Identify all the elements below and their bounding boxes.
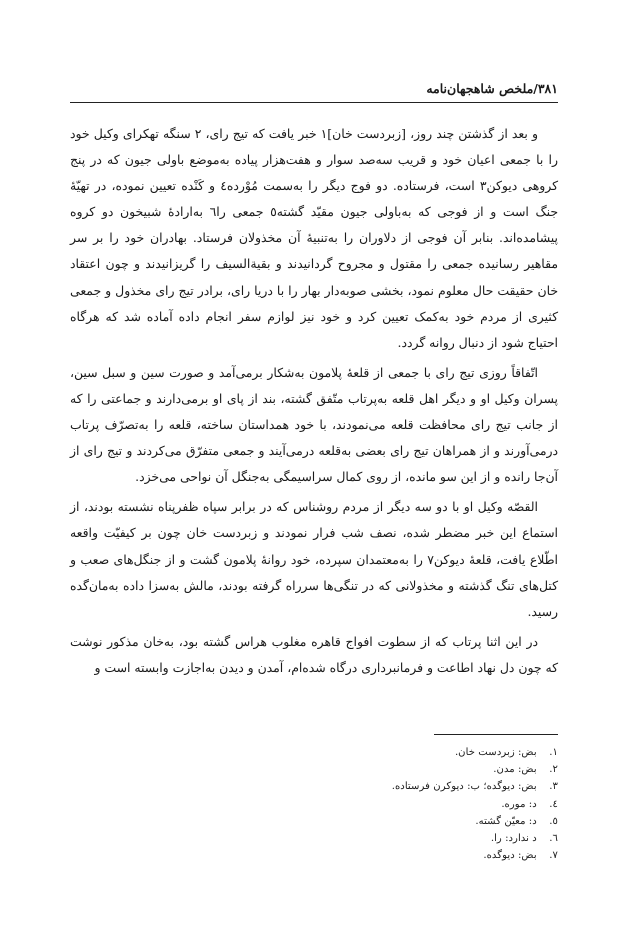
header-rule	[70, 102, 558, 103]
footnote-text: د: موره.	[501, 798, 537, 810]
footnote-text: بض: مدن.	[493, 764, 537, 776]
footnote-3	[258, 778, 558, 795]
running-header: ۳۸۱/ملخص شاهجهان‌نامه	[426, 81, 558, 96]
footnote-4	[258, 796, 558, 813]
footnote-text: بض: دیوگده.	[483, 850, 537, 862]
footnote-7	[258, 847, 558, 864]
paragraph-2: اتّفاقاً روزی تیج رای با جمعی از قلعهٔ پلامون به‌شکار برمی‌آمد و صورت سین و سبل سین، پسران وکیل او و دیگر اهل قلعه به‌پرتاب متّفق گشته، بند از پای او برمی‌دارند و جماعتی را که از جانب تیج رای محافظت قلعه می‌نمودند، با خود همداستان ساخته، قلعه را به‌تصرّف پرتاب درمی‌آورند و از همراهان تیج رای بعضی به‌قلعه درمی‌آیند و جمعی متفرّق می‌کردند و تیج رای از آن‌جا رانده و از این سو مانده، از روی کمال سراسیمگی به‌جنگل آن نواحی می‌خزد.	[70, 364, 558, 485]
paragraph-4: در این اثنا پرتاب که از سطوت افواج قاهره مغلوب هراس گشته بود، به‌خان مذکور نوشت که چون دل نهاد اطاعت و فرمانبرداری درگاه شده‌ام، آمدن و دیدن به‌اجازت وابسته است و	[70, 633, 558, 675]
footnote-6	[258, 830, 558, 847]
footnote-rule	[434, 734, 558, 735]
footnote-5	[258, 813, 558, 830]
footnote-number: ٤.	[549, 798, 558, 810]
footnote-number: ١.	[549, 747, 558, 758]
footnote-number: ٣.	[549, 781, 558, 793]
footnotes-list	[258, 744, 558, 864]
footnote-number: ٦.	[549, 833, 558, 845]
footnote-number: ٥.	[549, 815, 558, 827]
paragraph-1: و بعد از گذشتن چند روز، [زبردست خان]١ خبر یافت که تیج رای، ٢ سنگه تهکرای وکیل خود را با جمعی اعیان خود و قریب سه‌صد سوار و هفت‌هزار پیاده به‌موضع باولی جیون که در پنج کروهی دیوکن٣ است، فرستاده. دو فوج دیگر را به‌سمت مُوْرده٤ و کَنْده تعیین نموده، در تهیّهٔ جنگ است و از فوجی که به‌باولی جیون مقیّد گشته٥ جمعی را٦ به‌ارادهٔ شبیخون دو کروه پیشامده‌اند. بنابر آن فوجی از دلاوران را به‌تنبیهٔ آن مخذولان فرستاد. بهادران خود را بر سر مقاهیر رسانیده جمعی را مقتول و مجروح گردانیدند و بقیة‌السیف را گریزانیدند و چون اعتقاد خان حقیقت حال معلوم نمود، بخشی صوبه‌دار بهار را با دریا رای، برادر تیج رای مخذول و جمعی کثیری از مردم خود به‌کمک تعیین کرد و خود نیز لوازم سفر انجام داده آماده شد که هرگاه احتیاج شود از دنبال روانه گردد.	[70, 126, 558, 350]
footnote-text: د ندارد: را.	[490, 833, 537, 845]
paragraph-3: القصّه وکیل او با دو سه دیگر از مردم روشناس که در برابر سپاه ظفرپناه نشسته بودند، از استماع این خبر مضطر شده، نصف شب فرار نمودند و زبردست خان چون بر کیفیّت واقعه اطّلاع یافت، قلعهٔ دیوکن٧ را به‌معتمدان سپرده، خود روانهٔ پلامون گشت و از جنگل‌های صعب و کتل‌های تنگ گذشته و مخذولانی که در تنگی‌ها سرراه گرفته بودند، مالش به‌سزا داده به‌مان‌گده رسید.	[70, 499, 558, 619]
main-text	[70, 121, 558, 685]
footnote-text: بض: زبردست خان.	[454, 747, 537, 758]
footnote-2	[258, 761, 558, 778]
footnote-number: ٧.	[549, 850, 558, 862]
footnote-number: ٢.	[549, 764, 558, 776]
footnote-text: بض: دیوگده؛ ب: دیوکرن فرستاده.	[391, 781, 537, 793]
footnote-text: د: معیّن گشته.	[475, 815, 537, 827]
footnote-1	[258, 744, 558, 761]
